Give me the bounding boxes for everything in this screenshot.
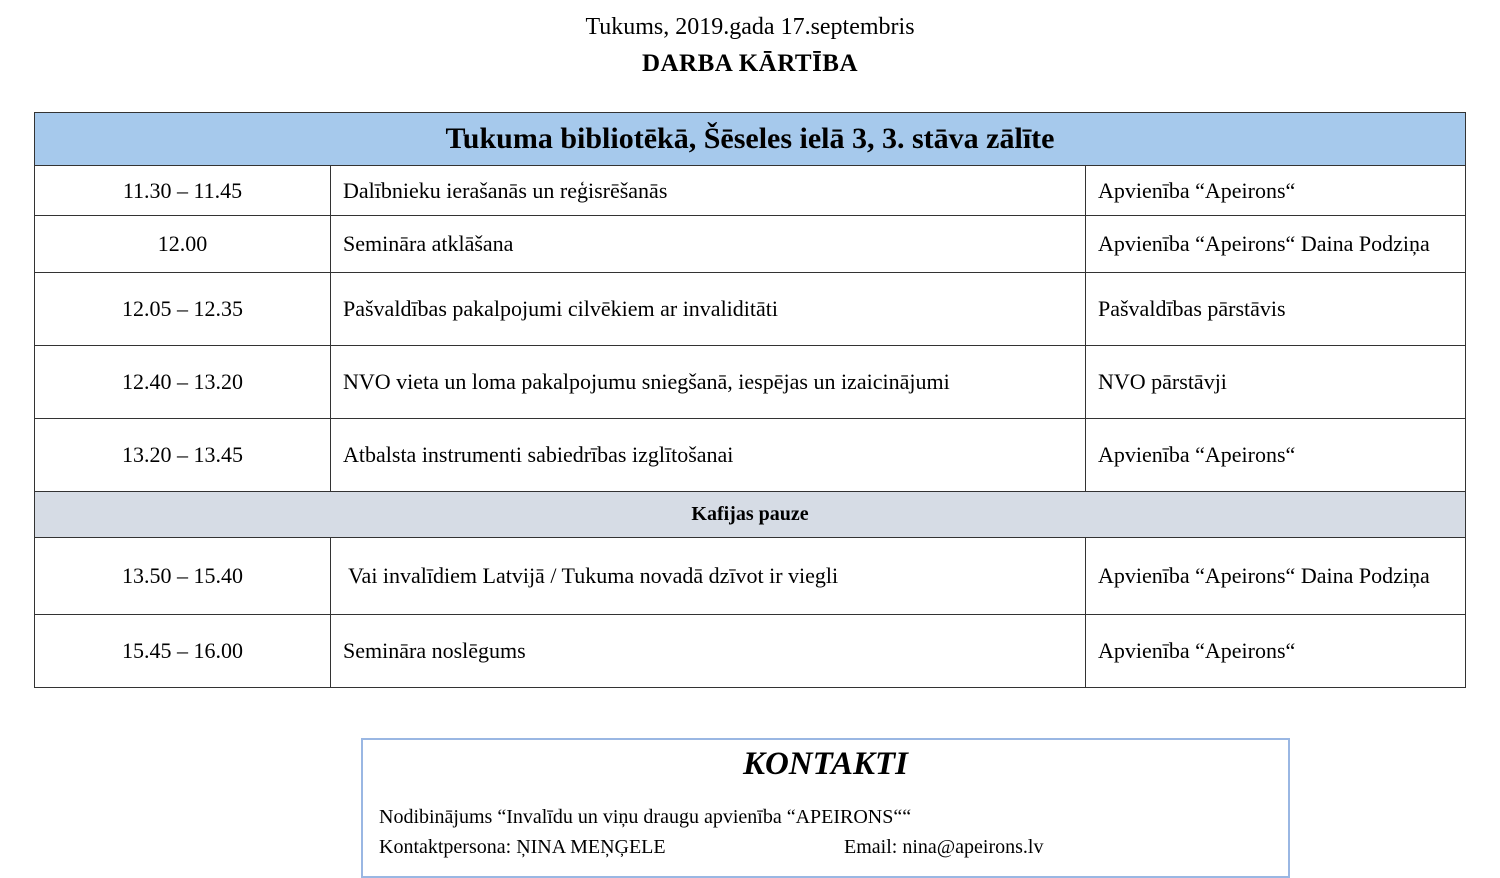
date-line: Tukums, 2019.gada 17.septembris bbox=[585, 14, 915, 40]
topic-cell: Atbalsta instrumenti sabiedrības izglītošanai bbox=[331, 419, 1086, 492]
venue-row bbox=[35, 113, 1466, 166]
venue-header: Tukuma bibliotēkā, Šēseles ielā 3, 3. stāva zālīte bbox=[35, 113, 1466, 166]
time-cell: 11.30 – 11.45 bbox=[35, 166, 331, 216]
topic-cell: NVO vieta un loma pakalpojumu sniegšanā, iespējas un izaicinājumi bbox=[331, 346, 1086, 419]
agenda-row bbox=[35, 419, 1466, 492]
contact-person: Kontaktpersona: ŅINA MEŅĢELE bbox=[379, 836, 666, 858]
presenter-cell: Apvienība “Apeirons“ Daina Podziņa bbox=[1086, 538, 1466, 615]
topic-cell: Semināra atklāšana bbox=[331, 216, 1086, 273]
contacts-title: KONTAKTI bbox=[742, 746, 909, 782]
topic-cell: Pašvaldības pakalpojumi cilvēkiem ar invaliditāti bbox=[331, 273, 1086, 346]
coffee-break-label: Kafijas pauze bbox=[35, 492, 1466, 538]
topic-cell: Semināra noslēgums bbox=[331, 615, 1086, 688]
topic-cell: Dalībnieku ierašanās un reģisrēšanās bbox=[331, 166, 1086, 216]
agenda-row bbox=[35, 615, 1466, 688]
time-cell: 13.50 – 15.40 bbox=[35, 538, 331, 615]
time-cell: 12.05 – 12.35 bbox=[35, 273, 331, 346]
agenda-row bbox=[35, 273, 1466, 346]
agenda-row bbox=[35, 216, 1466, 273]
presenter-cell: Apvienība “Apeirons“ bbox=[1086, 166, 1466, 216]
time-cell: 12.00 bbox=[35, 216, 331, 273]
presenter-cell: Apvienība “Apeirons“ Daina Podziņa bbox=[1086, 216, 1466, 273]
presenter-cell: Apvienība “Apeirons“ bbox=[1086, 419, 1466, 492]
agenda-title: DARBA KĀRTĪBA bbox=[641, 50, 859, 77]
organization-name: Nodibinājums “Invalīdu un viņu draugu apvienība “APEIRONS““ bbox=[379, 806, 912, 828]
contacts-box bbox=[361, 738, 1290, 878]
time-cell: 13.20 – 13.45 bbox=[35, 419, 331, 492]
presenter-cell: NVO pārstāvji bbox=[1086, 346, 1466, 419]
agenda-row bbox=[35, 538, 1466, 615]
time-cell: 15.45 – 16.00 bbox=[35, 615, 331, 688]
agenda-row bbox=[35, 166, 1466, 216]
coffee-break-row bbox=[35, 492, 1466, 538]
contact-email: Email: nina@apeirons.lv bbox=[844, 836, 1044, 858]
topic-cell: Vai invalīdiem Latvijā / Tukuma novadā dzīvot ir viegli bbox=[331, 538, 1086, 615]
agenda-row bbox=[35, 346, 1466, 419]
agenda-table bbox=[34, 112, 1466, 688]
presenter-cell: Pašvaldības pārstāvis bbox=[1086, 273, 1466, 346]
time-cell: 12.40 – 13.20 bbox=[35, 346, 331, 419]
presenter-cell: Apvienība “Apeirons“ bbox=[1086, 615, 1466, 688]
